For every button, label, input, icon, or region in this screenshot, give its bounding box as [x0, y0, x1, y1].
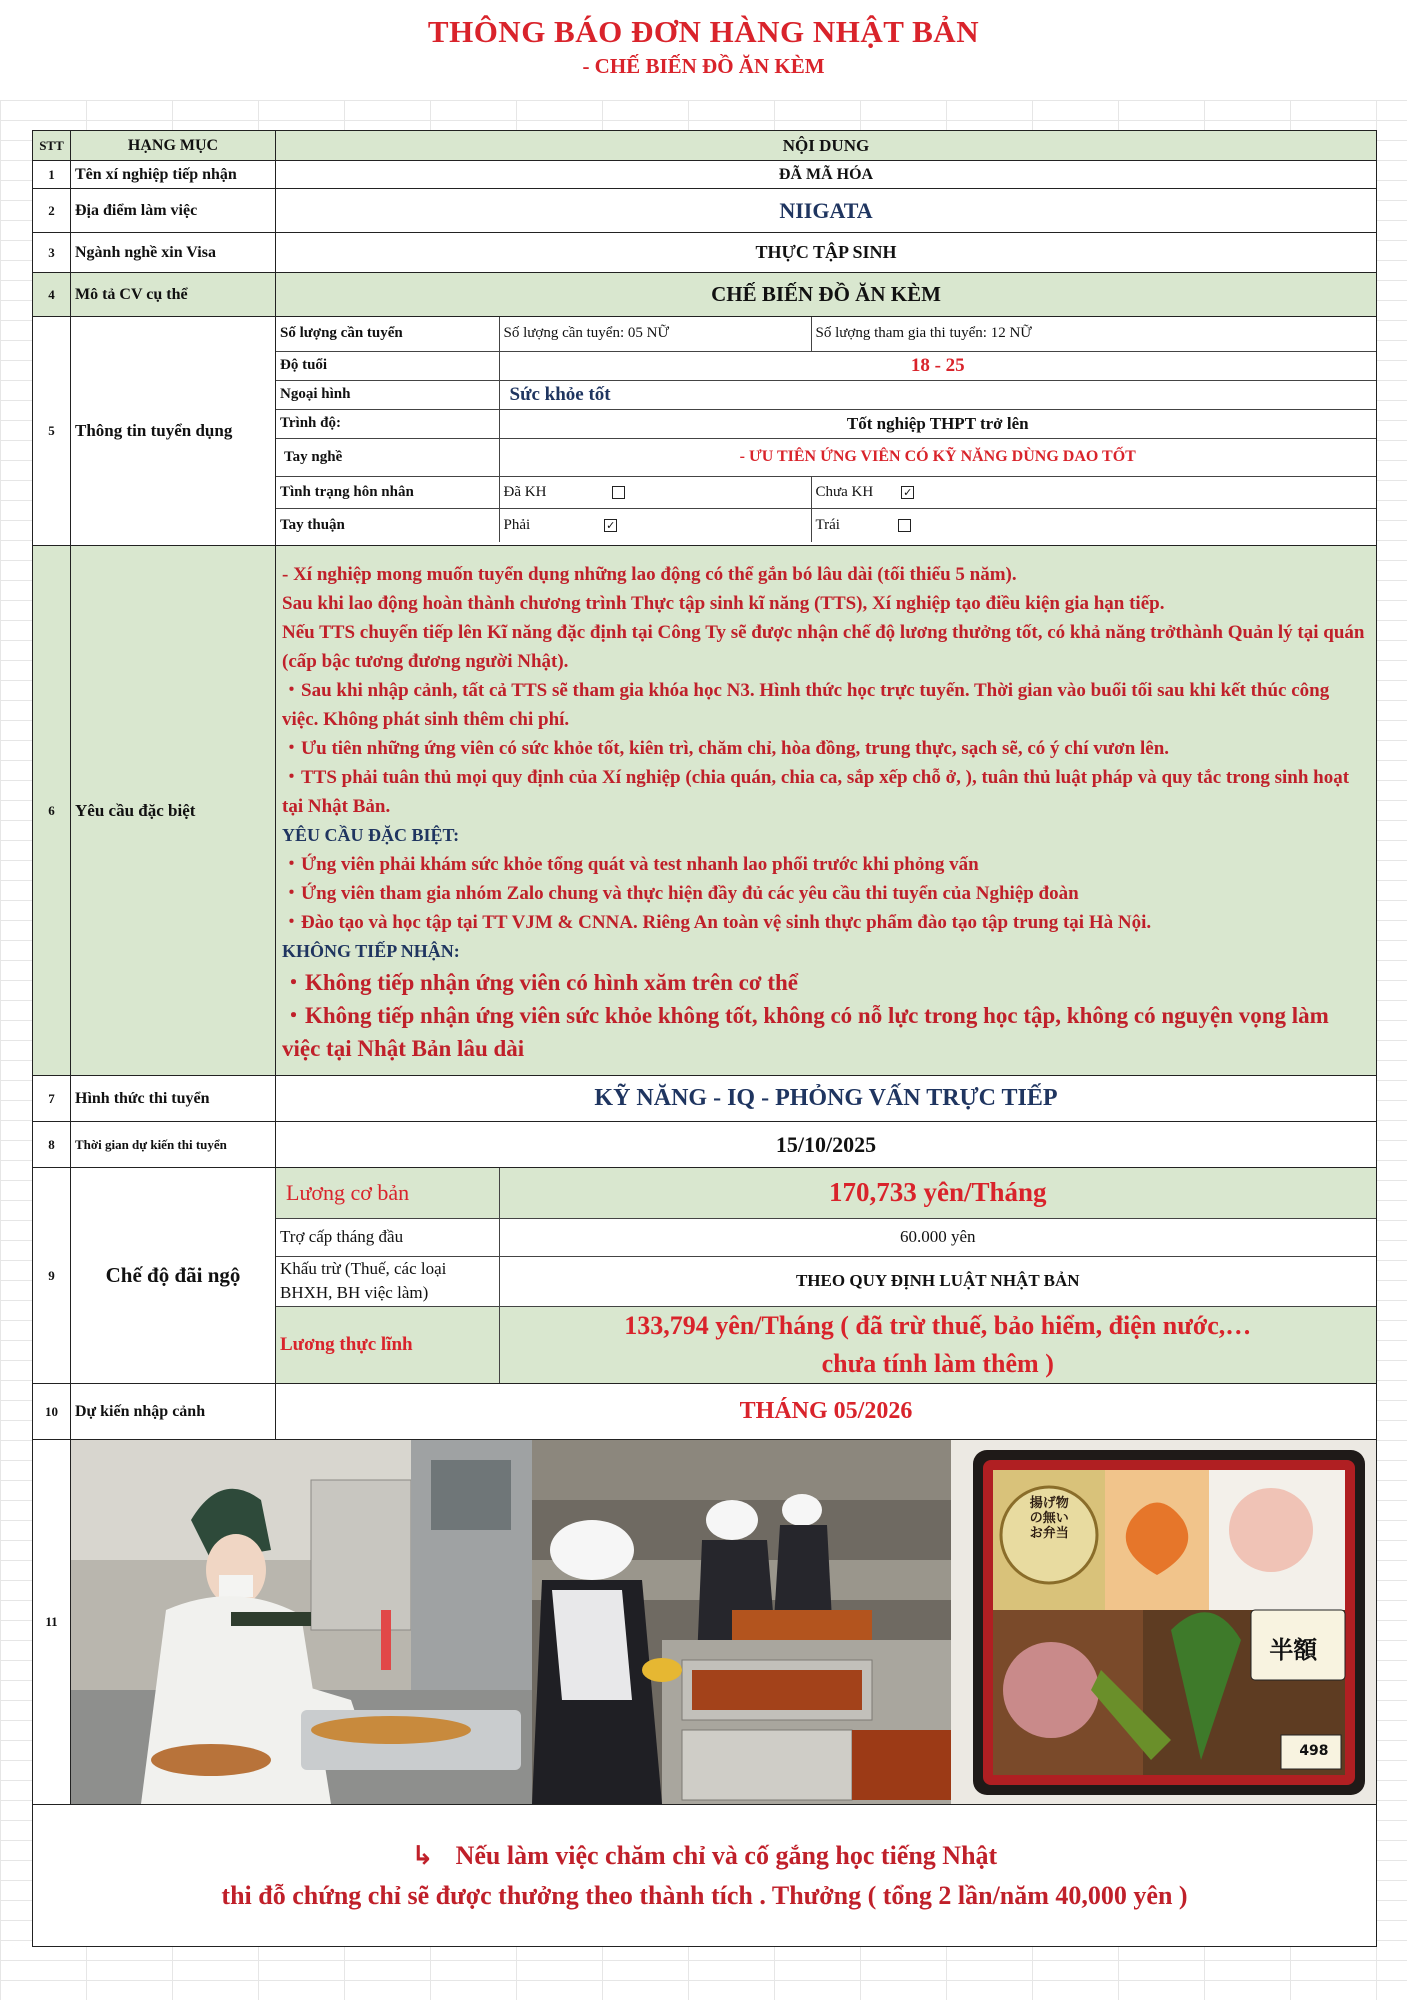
- col-content: NỘI DUNG: [276, 131, 1377, 161]
- kitchen-worker-illustration: [71, 1440, 532, 1804]
- row-number: 10: [33, 1384, 71, 1440]
- requirement-line: ・Ứng viên tham gia nhóm Zalo chung và thực hiện đầy đủ các yêu cầu thi tuyển của Nghiệp đoàn: [282, 883, 1079, 904]
- bonus-line-1: [33, 1836, 1376, 1876]
- bonus-text-1: Nếu làm việc chăm chỉ và cố gắng học tiếng Nhật: [455, 1840, 998, 1870]
- left-hand-checkbox[interactable]: [898, 519, 911, 532]
- row-label: Chế độ đãi ngộ: [71, 1168, 276, 1384]
- row-number: 2: [33, 189, 71, 233]
- reject-line: ・Không tiếp nhận ứng viên có hình xăm trên cơ thể: [282, 970, 798, 995]
- appearance-value: Sức khỏe tốt: [499, 380, 1376, 409]
- row-number: 11: [33, 1440, 71, 1805]
- net-salary-value: [499, 1306, 1376, 1383]
- left-hand-label: Trái: [815, 516, 840, 533]
- right-hand-checkbox[interactable]: ✓: [606, 518, 616, 532]
- row-label: Yêu cầu đặc biệt: [71, 546, 276, 1076]
- exam-qty-value: Số lượng tham gia thi tuyển: 12 NỮ: [811, 317, 1376, 351]
- reject-line: ・Không tiếp nhận ứng viên sức khỏe không tốt, không có nỗ lực trong học tập, không có nguyện vọng làm việc tại Nhật Bản lâu dài: [282, 1003, 1329, 1061]
- exam-date: 15/10/2025: [276, 1122, 1377, 1168]
- skill-label: Tay nghề: [276, 438, 499, 476]
- row-number: 7: [33, 1076, 71, 1122]
- row-number: 1: [33, 161, 71, 189]
- job-description: CHẾ BIẾN ĐỒ ĂN KÈM: [276, 273, 1377, 317]
- right-hand-label: Phải: [503, 516, 531, 533]
- row-label: Thời gian dự kiến thi tuyển: [71, 1122, 276, 1168]
- qty-label: Số lượng cần tuyển: [276, 317, 499, 351]
- table-row: [33, 189, 1377, 233]
- row-label: Mô tả CV cụ thể: [71, 273, 276, 317]
- document-subtitle: - CHẾ BIẾN ĐỒ ĂN KÈM: [582, 54, 825, 78]
- table-row: [33, 1076, 1377, 1122]
- age-value: 18 - 25: [499, 351, 1376, 380]
- arrow-icon: ↳: [411, 1840, 434, 1871]
- photo-strip: [71, 1440, 1376, 1804]
- row-label: Hình thức thi tuyển: [71, 1076, 276, 1122]
- order-table: [32, 130, 1377, 1947]
- education-value: Tốt nghiệp THPT trở lên: [499, 409, 1376, 438]
- table-row: [33, 1440, 1377, 1805]
- row-label: Dự kiến nhập cảnh: [71, 1384, 276, 1440]
- table-row: [33, 1122, 1377, 1168]
- allowance-label: Trợ cấp tháng đầu: [276, 1218, 499, 1256]
- married-label: Đã KH: [503, 483, 547, 500]
- married-option: [499, 476, 811, 508]
- col-stt: STT: [33, 131, 71, 161]
- bonus-note: [33, 1805, 1377, 1947]
- recruitment-info-table: [276, 317, 1376, 542]
- visa-type: THỰC TẬP SINH: [276, 233, 1377, 273]
- special-heading: YÊU CẦU ĐẶC BIỆT:: [282, 825, 460, 845]
- requirement-line: ・Sau khi nhập cảnh, tất cả TTS sẽ tham gia khóa học N3. Hình thức học trực tuyến. Thời gian vào buổi tối sau khi kết thúc công việc. Không phát sinh thêm chi phí.: [282, 680, 1330, 730]
- base-salary-label: Lương cơ bản: [276, 1168, 499, 1218]
- net-salary-line-1: 133,794 yên/Tháng ( đã trừ thuế, bảo hiểm, điện nước,…: [624, 1310, 1252, 1340]
- requirement-line: ・Đào tạo và học tập tại TT VJM & CNNA. Riêng An toàn vệ sinh thực phẩm đào tạo tập trung tại Hà Nội.: [282, 912, 1152, 933]
- footer-row: [33, 1805, 1377, 1947]
- handedness-label: Tay thuận: [276, 508, 499, 542]
- row-number: 9: [33, 1168, 71, 1384]
- requirement-line: ・Ưu tiên những ứng viên có sức khỏe tốt, kiên trì, chăm chỉ, hòa đồng, trung thực, sạch sẽ, có ý chí vươn lên.: [282, 738, 1170, 759]
- row-number: 4: [33, 273, 71, 317]
- net-salary-line-2: chưa tính làm thêm ): [821, 1348, 1054, 1378]
- deduction-label: Khấu trừ (Thuế, các loại BHXH, BH việc làm): [276, 1256, 499, 1306]
- row-label: Tên xí nghiệp tiếp nhận: [71, 161, 276, 189]
- appearance-label: Ngoại hình: [276, 380, 499, 409]
- row-number: 8: [33, 1122, 71, 1168]
- reject-heading: KHÔNG TIẾP NHẬN:: [282, 941, 460, 961]
- requirement-line: ・TTS phải tuân thủ mọi quy định của Xí nghiệp (chia quán, chia ca, sắp xếp chỗ ở, ), tuân thủ luật pháp và quy tắc trong sinh hoạt tại Nhật Bản.: [282, 767, 1350, 817]
- left-hand-option: [811, 508, 1376, 542]
- requirement-line: Nếu TTS chuyển tiếp lên Kĩ năng đặc định tại Công Ty sẽ được nhận chế độ lương thưởng tốt, có khả năng trởthành Quản lý tại quán (cấp bậc tương đương người Nhật).: [282, 622, 1365, 672]
- row-number: 3: [33, 233, 71, 273]
- education-label: Trình độ:: [276, 409, 499, 438]
- price-label: 498: [1299, 1743, 1329, 1759]
- photo-bento-box: [951, 1440, 1376, 1804]
- right-hand-option: [499, 508, 811, 542]
- company-name: ĐÃ MÃ HÓA: [276, 161, 1377, 189]
- discount-tag: 半額: [1269, 1636, 1318, 1664]
- photo-worker-kitchen: [71, 1440, 532, 1804]
- row-number: 5: [33, 317, 71, 546]
- exam-format: KỸ NĂNG - IQ - PHỎNG VẤN TRỰC TIẾP: [276, 1076, 1377, 1122]
- table-row: [33, 546, 1377, 1076]
- special-requirements: [276, 546, 1377, 1076]
- row-label: Thông tin tuyển dụng: [71, 317, 276, 546]
- table-row: [33, 233, 1377, 273]
- deduction-value: THEO QUY ĐỊNH LUẬT NHẬT BẢN: [499, 1256, 1376, 1306]
- allowance-value: 60.000 yên: [499, 1218, 1376, 1256]
- table-row: [33, 1168, 1377, 1384]
- document-title: THÔNG BÁO ĐƠN HÀNG NHẬT BẢN: [427, 14, 980, 49]
- row-label: Ngành nghề xin Visa: [71, 233, 276, 273]
- skill-value: - ƯU TIÊN ỨNG VIÊN CÓ KỸ NĂNG DÙNG DAO TỐT: [499, 438, 1376, 476]
- base-salary-value: 170,733 yên/Tháng: [499, 1168, 1376, 1218]
- requirement-line: - Xí nghiệp mong muốn tuyển dụng những lao động có thể gắn bó lâu dài (tối thiểu 5 năm).: [282, 564, 1017, 585]
- work-location: NIIGATA: [276, 189, 1377, 233]
- salary-table: [276, 1168, 1376, 1383]
- table-row: [33, 273, 1377, 317]
- row-label: Địa điểm làm việc: [71, 189, 276, 233]
- requirement-line: ・Ứng viên phải khám sức khỏe tổng quát và test nhanh lao phổi trước khi phỏng vấn: [282, 854, 979, 875]
- marital-label: Tình trạng hôn nhân: [276, 476, 499, 508]
- photo-production-line: [532, 1440, 952, 1804]
- single-label: Chưa KH: [815, 483, 874, 500]
- table-row: [33, 1384, 1377, 1440]
- document-header: [0, 0, 1407, 100]
- table-row: [33, 317, 1377, 546]
- table-row: [33, 161, 1377, 189]
- production-line-illustration: [532, 1440, 952, 1804]
- table-header-row: [33, 131, 1377, 161]
- bento-sticker-text: 揚げ物の無いお弁当: [1029, 1495, 1069, 1540]
- entry-date: THÁNG 05/2026: [276, 1384, 1377, 1440]
- requirement-line: Sau khi lao động hoàn thành chương trình Thực tập sinh kĩ năng (TTS), Xí nghiệp tạo điều kiện gia hạn tiếp.: [282, 593, 1165, 614]
- col-category: HẠNG MỤC: [71, 131, 276, 161]
- bonus-line-2: thi đỗ chứng chỉ sẽ được thưởng theo thành tích . Thưởng ( tổng 2 lần/năm 40,000 yên ): [221, 1880, 1188, 1910]
- age-label: Độ tuổi: [276, 351, 499, 380]
- row-number: 6: [33, 546, 71, 1076]
- net-salary-label: Lương thực lĩnh: [276, 1306, 499, 1383]
- single-checkbox[interactable]: ✓: [903, 485, 913, 499]
- qty-value: Số lượng cần tuyển: 05 NỮ: [499, 317, 811, 351]
- married-checkbox[interactable]: [612, 486, 625, 499]
- single-option: [811, 476, 1376, 508]
